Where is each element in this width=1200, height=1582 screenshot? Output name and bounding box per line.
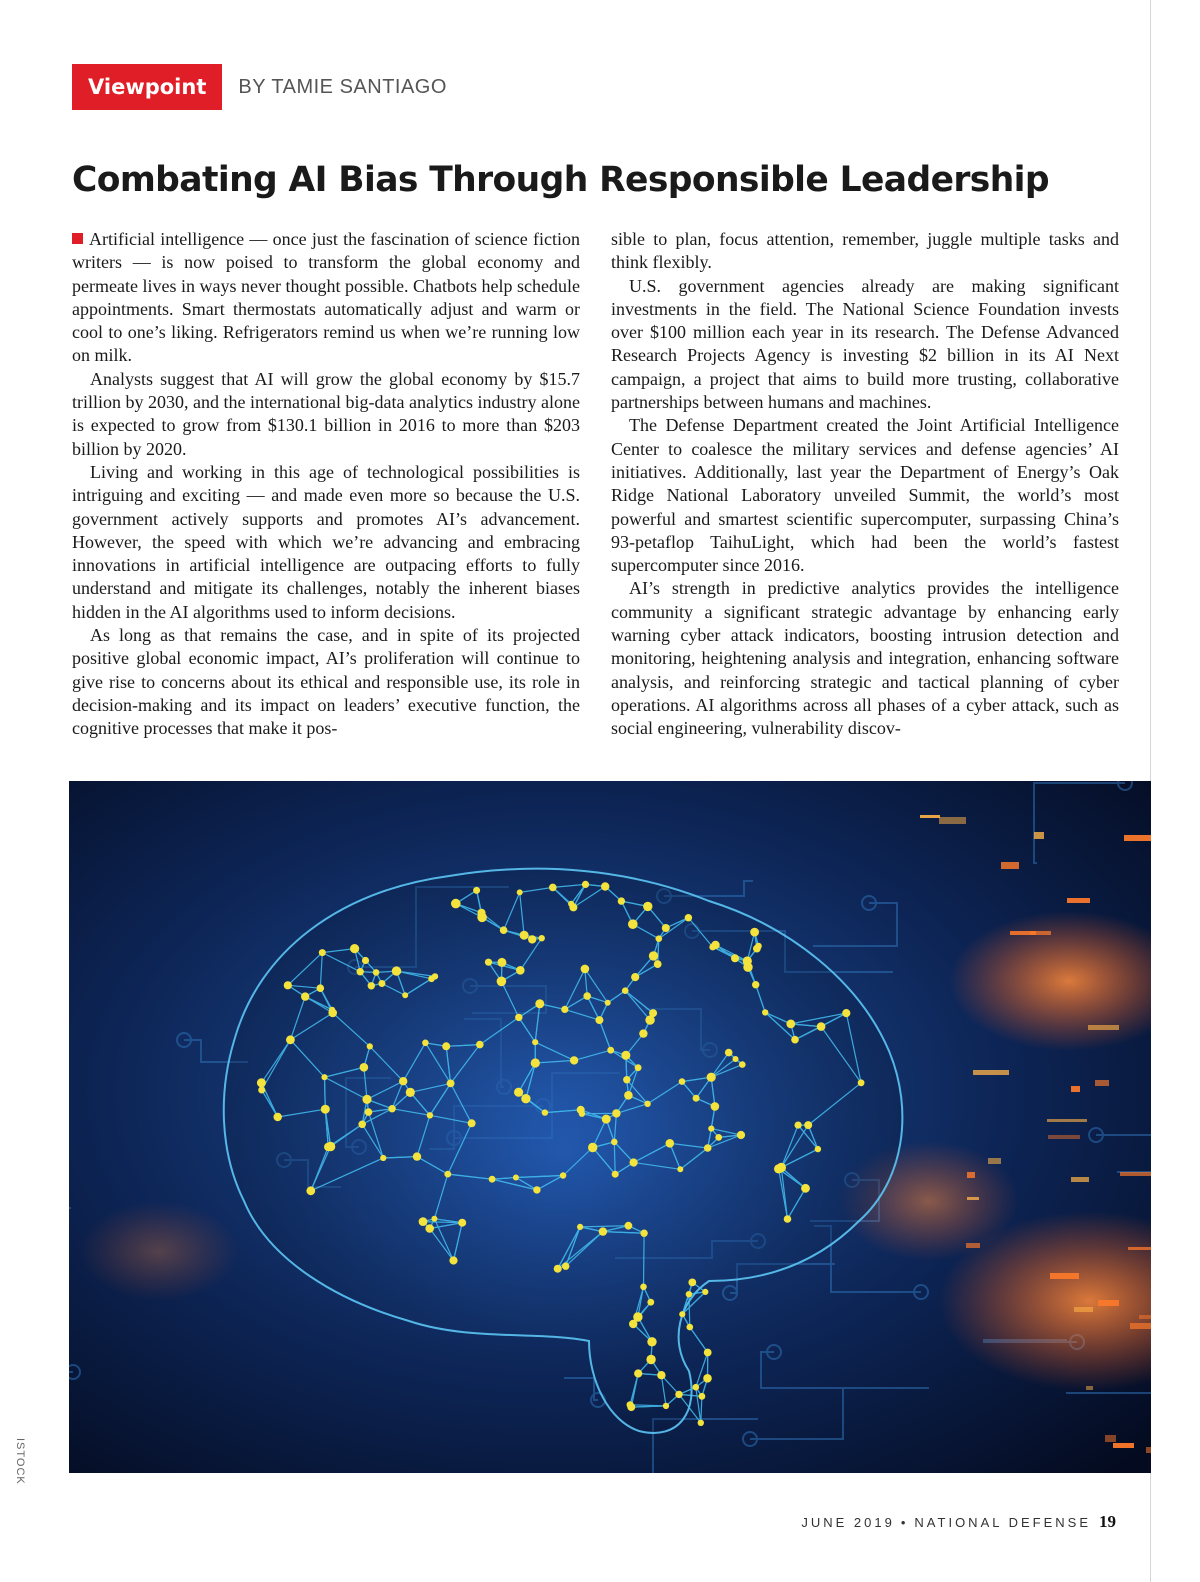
headline: Combating AI Bias Through Responsible Leadership [72, 160, 1050, 200]
publication-name: NATIONAL DEFENSE [914, 1515, 1091, 1530]
paragraph [72, 228, 580, 368]
paragraph: U.S. government agencies already are making significant investments in the field. The National Science Foundation invests over $100 million each year in its research. The Defense Advanced Research Projects Agency is investing $2 billion in its AI Next campaign, a project that aims to build more trusting, collaborative partnerships between humans and machines. [611, 275, 1119, 413]
paragraph: Living and working in this age of technological possibilities is intriguing and exciting — and made even more so because the U.S. government actively supports and promotes AI’s advancement. However, the speed with which we’re advancing and embracing innovations in artificial intelligence are outpacing efforts to fully understand and mitigate its challenges, notably the inherent biases hidden in the AI algorithms used to inform decisions. [72, 461, 580, 622]
page-folio [801, 1512, 1116, 1532]
brain-network-photo [69, 781, 1151, 1473]
paragraph: The Defense Department created the Joint Artificial Intelligence Center to coalesce the military services and defense agencies’ AI initiatives. Additionally, last year the Department of Energy’s Oak Ridge National Laboratory unveiled Summit, the world’s most powerful and smartest scientific supercomputer, surpassing China’s 93-petaflop TaihuLight, which had been the world’s fastest supercomputer since 2016. [611, 415, 1119, 576]
page-number: 19 [1099, 1512, 1116, 1531]
section-tag: Viewpoint [72, 64, 222, 110]
neural-brain-illustration [69, 781, 1151, 1473]
issue-date: JUNE 2019 [801, 1515, 895, 1530]
paragraph: AI’s strength in predictive analytics provides the intelligence community a significant strategic advantage by enhancing early warning cyber attack indicators, boosting intrusion detection and monitoring, heightening analysis and integration, enhancing software analysis, and reinforcing strategic and tactical planning of cyber operations. AI algorithms across all phases of a cyber attack, such as social engineering, vulnerability discov- [611, 578, 1119, 739]
byline: BY TAMIE SANTIAGO [238, 75, 447, 98]
start-marker-icon [72, 233, 83, 244]
paragraph: Analysts suggest that AI will grow the global economy by $15.7 trillion by 2030, and the international big-data analytics industry alone is expected to grow from $130.1 billion in 2016 to more than $203 billion by 2020. [72, 368, 580, 459]
separator-bullet: • [900, 1515, 909, 1530]
paragraph: sible to plan, focus attention, remember, juggle multiple tasks and think flexibly. [611, 229, 1119, 273]
paragraph: As long as that remains the case, and in spite of its projected positive global economic impact, AI’s proliferation will continue to give rise to concerns about its ethical and responsible use, its role in decision-making and its impact on leaders’ executive function, the cognitive processes that make it pos- [72, 625, 580, 739]
column-left [72, 228, 580, 741]
paragraph-text: Artificial intelligence — once just the fascination of science fiction writers — is now poised to transform the global economy and permeate lives in ways never thought possible. Chatbots help schedule appointments. Smart thermostats automatically adjust and warm or cool to one’s liking. Refrigerators remind us when we’re running low on milk. [72, 229, 580, 366]
photo-credit: ISTOCK [14, 1438, 26, 1485]
column-right [611, 228, 1119, 741]
article-header [72, 64, 447, 110]
